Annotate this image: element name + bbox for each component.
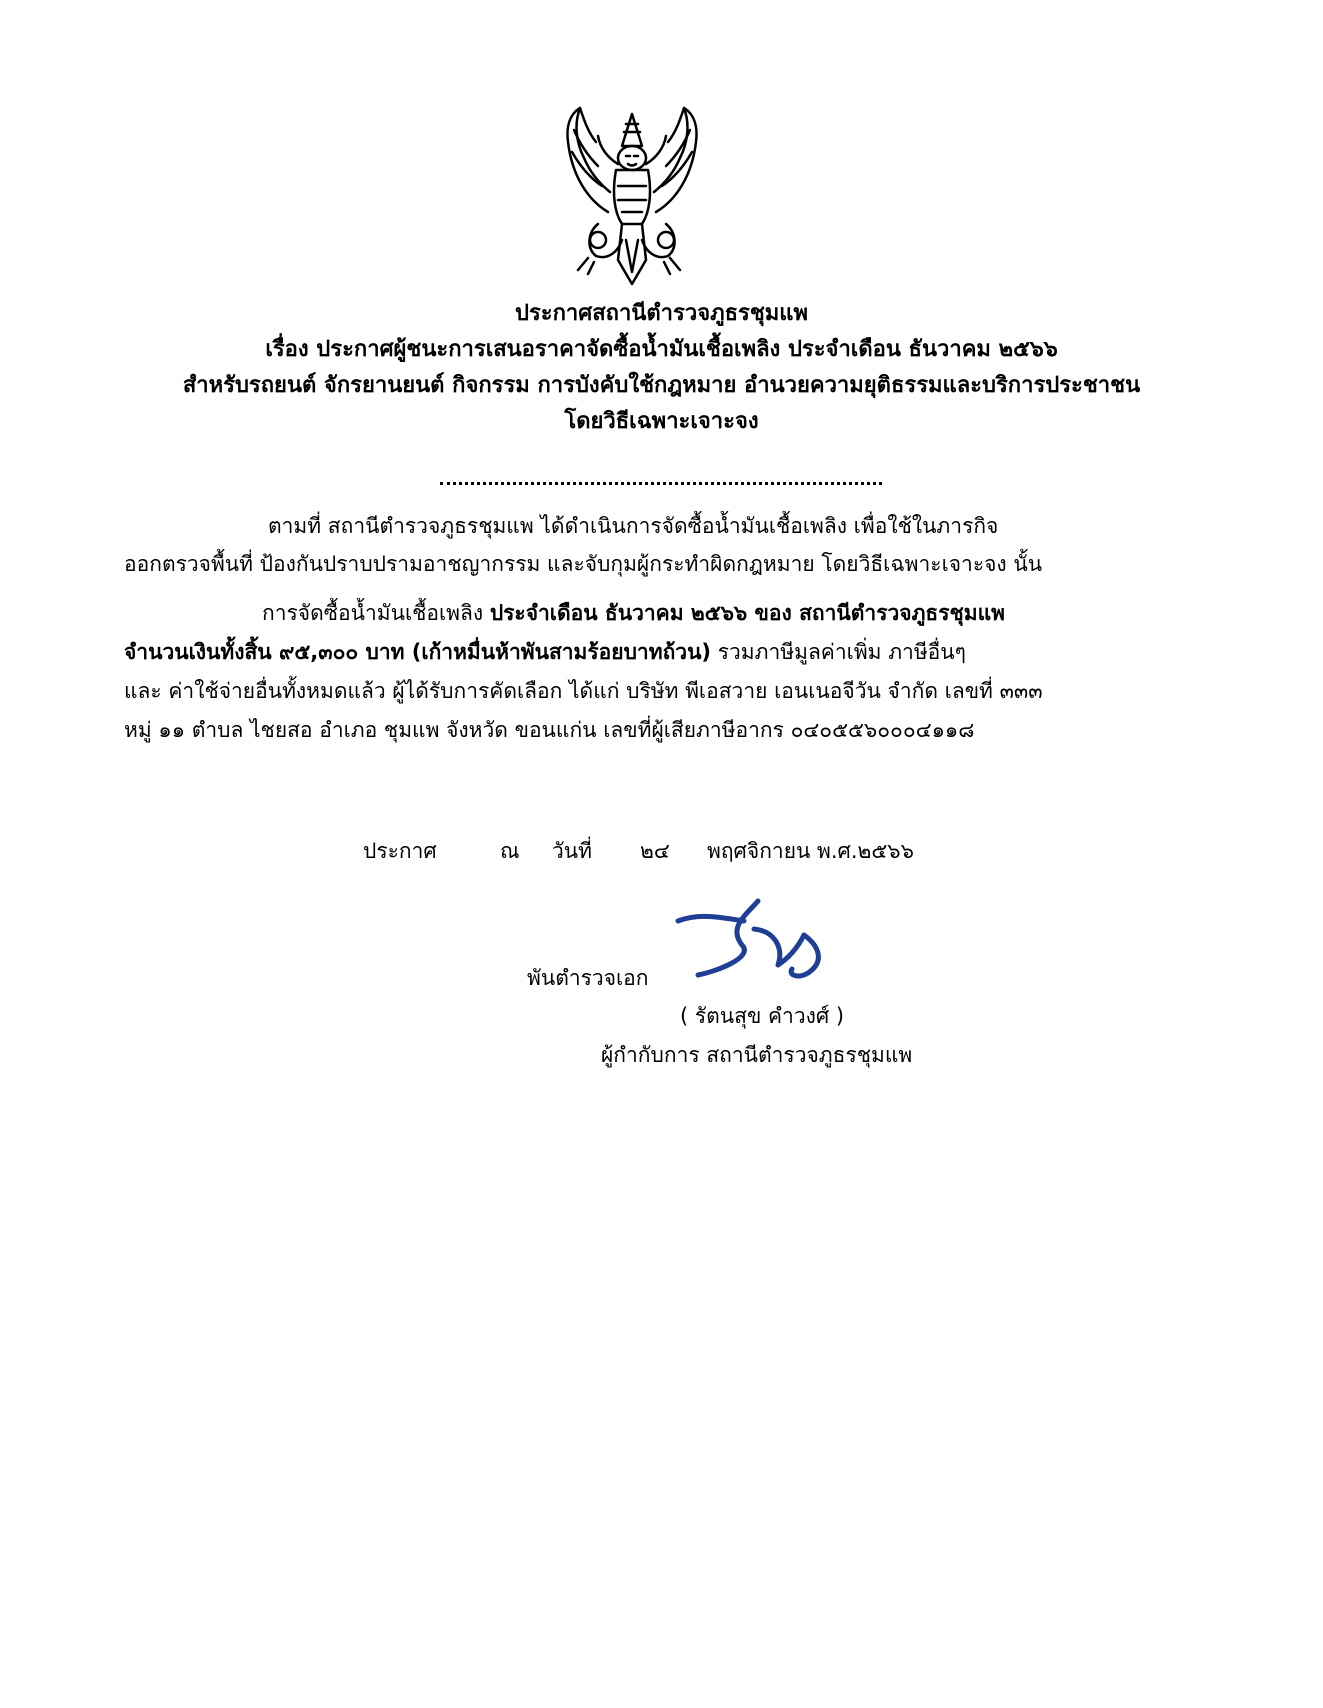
dotted-divider <box>440 482 882 485</box>
paragraph-2-line-3: และ ค่าใช้จ่ายอื่นทั้งหมดแล้ว ผู้ได้รับการคัดเลือก ได้แก่ บริษัท พีเอสวาย เอนเนอจีวัน จำกัด เลขที่ ๓๓๓ <box>124 679 1043 703</box>
paragraph-2-line-1 <box>262 597 1323 630</box>
paragraph-1-line-2: ออกตรวจพื้นที่ ป้องกันปราบปรามอาชญากรรม และจับกุมผู้กระทำผิดกฎหมาย โดยวิธีเฉพาะเจาะจง นั้น <box>124 552 1043 576</box>
total-amount: จำนวนเงินทั้งสิ้น ๙๕,๓๐๐ บาท (เก้าหมื่นห้าพันสามร้อยบาทถ้วน) <box>124 640 712 664</box>
announce-month-year: พฤศจิกายน พ.ศ.๒๕๖๖ <box>707 839 914 863</box>
tax-note: รวมภาษีมูลค่าเพิ่ม ภาษีอื่นๆ <box>711 640 966 664</box>
garuda-emblem-icon <box>538 100 726 288</box>
purchase-period: ประจำเดือน ธันวาคม ๒๕๖๖ ของ สถานีตำรวจภูธรชุมแพ <box>489 601 1005 625</box>
announcement-title: ประกาศสถานีตำรวจภูธรชุมแพ <box>515 301 808 326</box>
announce-at: ณ <box>500 839 520 863</box>
announce-label: ประกาศ <box>363 839 437 863</box>
purchase-intro: การจัดซื้อน้ำมันเชื้อเพลิง <box>262 601 490 625</box>
handwritten-signature <box>658 895 858 983</box>
announcement-method: โดยวิธีเฉพาะเจาะจง <box>564 409 759 434</box>
paragraph-2-line-2 <box>124 636 1188 669</box>
signer-rank: พันตำรวจเอก <box>527 966 649 990</box>
announcement-subject: เรื่อง ประกาศผู้ชนะการเสนอราคาจัดซื้อน้ำมันเชื้อเพลิง ประจำเดือน ธันวาคม ๒๕๖๖ <box>265 337 1058 362</box>
paragraph-1-line-1: ตามที่ สถานีตำรวจภูธรชุมแพ ได้ดำเนินการจัดซื้อน้ำมันเชื้อเพลิง เพื่อใช้ในภารกิจ <box>268 514 999 538</box>
announce-day: ๒๔ <box>640 839 670 863</box>
announce-day-label: วันที่ <box>552 839 592 863</box>
announcement-scope: สำหรับรถยนต์ จักรยานยนต์ กิจกรรม การบังคับใช้กฎหมาย อำนวยความยุติธรรมและบริการประชาชน <box>182 373 1141 398</box>
signer-position: ผู้กำกับการ สถานีตำรวจภูธรชุมแพ <box>601 1043 913 1067</box>
signer-name: ( รัตนสุข คำวงศ์ ) <box>680 1004 845 1028</box>
paragraph-2-line-4: หมู่ ๑๑ ตำบล ไชยสอ อำเภอ ชุมแพ จังหวัด ขอนแก่น เลขที่ผู้เสียภาษีอากร ๐๔๐๕๕๖๐๐๐๔๑๑๘ <box>124 718 975 742</box>
